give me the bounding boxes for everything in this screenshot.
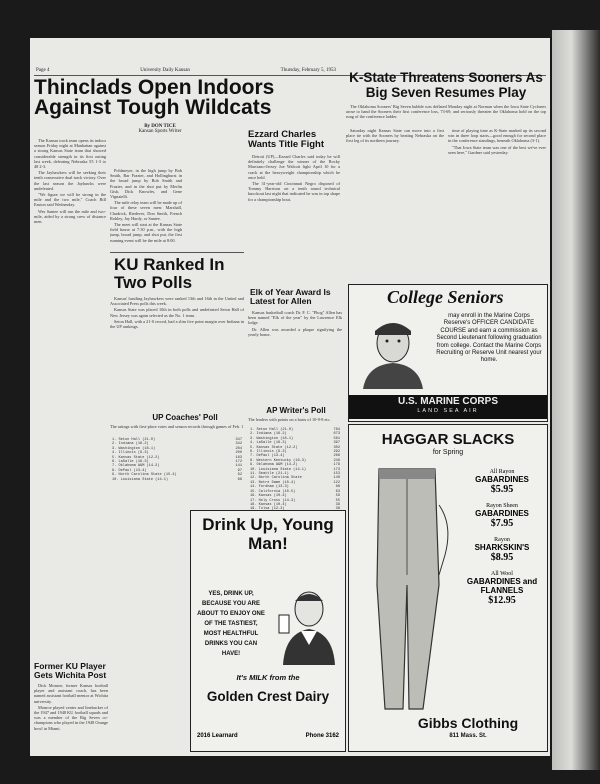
gibbs-name: Gibbs Clothing (417, 715, 519, 731)
former-ku-story (34, 683, 108, 753)
table-row: 5. Kansas State (12-2) 183 (112, 455, 242, 460)
paragraph: The Jayhawkers will be seeking their tenth consecutive dual track victory. Over the last season the Jayhawks were undefeated. (34, 170, 106, 191)
dairy-ad (190, 510, 346, 752)
paragraph: "We figure we will be strong in the mile and the two mile," Coach Bill Easton said Wednesday. (34, 192, 106, 208)
up-poll-table (112, 438, 242, 482)
paragraph: Kansas State was placed 10th in both polls and undefeated Seton Hall of New Jersey was again selected as the No. 1 team. (110, 307, 244, 318)
paragraph: The meet will start at the Kansas State field house at 7:30 p.m., with the high jump, broad jump, and shot put, the first running event will be the mile at 8:00. (110, 222, 182, 243)
table-row: 14. Fordham (13-3) 88 (250, 485, 340, 490)
paragraph: Kansas' hustling Jayhawkers were ranked 13th and 16th in the United and Associated Press polls this week. (110, 296, 244, 307)
page-number: Page 4 (36, 68, 50, 73)
table-row: 12. North Carolina State 140 (250, 476, 340, 481)
table-row: 1. Seton Hall (21-0) 784 (250, 428, 340, 432)
table-row: 2. Indiana (16-2) 342 (112, 442, 242, 447)
table-row: 7. DePaul (13-4) 266 (250, 454, 340, 459)
paragraph: The 31-year-old Cincinnati Negro disposed of Tommy Harrison on a tenth round technical knockout last night that indicated he was in top shape for a championship bout. (248, 181, 340, 202)
item-type: GABARDINES (475, 509, 529, 518)
paragraph: The Kansas track team opens its indoor season Friday night at Manhattan against a strong Kansas State team that showed considerable strength in its first outing last week, defeating Nebraska 55 1-3 to 48 2-3. (34, 138, 106, 170)
table-row: 5. Kansas State (12-2) 302 (250, 445, 340, 450)
table-row: 9. Oklahoma A&M (14-2) 179 (250, 463, 340, 468)
marines-banner-title: U.S. MARINE CORPS (397, 396, 498, 407)
haggar-item (459, 537, 545, 563)
ku-rule (110, 252, 244, 253)
dairy-headline: Drink Up, Young Man! (202, 515, 334, 553)
item-type: SHARKSKIN'S (474, 543, 530, 552)
kstate-col-b (448, 128, 546, 288)
haggar-sub: for Spring (432, 449, 464, 456)
table-row: 6. Illinois (9-3) 292 (250, 450, 340, 455)
table-row: 3. Washington (18-1) 581 (250, 436, 340, 441)
paragraph: Detroit (UP)—Ezzard Charles said today he will definitely challenge the winner of the Rocky Marciano-Jersey Joe Walcott fight April 10 for a crack at the heavyweight championship which he once held. (248, 154, 340, 180)
kstate-headline: K-State Threatens Sooners As Big Seven Resumes Play (349, 70, 543, 100)
adjacent-page-edge (552, 30, 600, 770)
table-row: 9. North Carolina State (15-4) 92 (112, 473, 242, 478)
item-price: $5.95 (490, 484, 514, 495)
haggar-prices (459, 469, 545, 606)
table-row: 11. Seattle (21-1) 153 (250, 472, 340, 477)
table-row: 17. Holy Cross (14-3) 55 (250, 498, 340, 503)
paragraph: Dick Monroe, former Kansas football player and assistant coach, has been named assistant football mentor at Wichita university. (34, 683, 108, 704)
item-fabric: Rayon Sheen (486, 503, 518, 509)
slacks-illustration (359, 465, 455, 713)
page-header (36, 68, 336, 73)
table-row: 15. California (10-5) 63 (250, 489, 340, 494)
dairy-name: Golden Crest Dairy (206, 689, 330, 704)
table-row: 3. Washington (18-1) 284 (112, 446, 242, 451)
table-row: 2. Indiana (16-2) 673 (250, 432, 340, 437)
up-poll-intro: The ratings with first-place votes and season records through games of Feb. 1 (110, 424, 244, 429)
haggar-item (459, 503, 545, 529)
ku-ranked-story (110, 296, 244, 414)
marines-title: College Seniors (387, 287, 504, 307)
paper-name: University Daily Kansan (140, 68, 190, 73)
table-row: 16. Kansas (10-4) 59 (250, 494, 340, 499)
haggar-item (459, 571, 545, 606)
ezzard-story (248, 154, 340, 284)
kstate-col-a (346, 128, 444, 288)
up-poll-headline: UP Coaches' Poll (152, 413, 218, 422)
dairy-milk-line: It's MILK from the (236, 673, 300, 682)
track-story-col2 (110, 168, 182, 250)
table-row: 10. Louisiana State (14-1) 66 (112, 477, 242, 482)
table-row: 4. Illinois (9-3) 200 (112, 451, 242, 456)
item-type: GABARDINES (475, 475, 529, 484)
marines-body: may enroll in the Marine Corps Reserve's OFFICER CANDIDATE COURSE and earn a commission as Second Lieutenant following graduation from college. Contact the Marine Corps Recruiting or Reserve Unit nearest your home. (436, 313, 542, 364)
dairy-body: YES, DRINK UP, BECAUSE YOU ARE ABOUT TO ENJOY ONE OF THE TASTIEST, MOST HEALTHFUL DRINKS YOU CAN HAVE! (197, 591, 265, 657)
gibbs-address: 811 Mass. St. (449, 733, 487, 739)
item-fabric: Rayon (494, 537, 510, 543)
newspaper-page (30, 38, 550, 756)
paragraph: Seton Hall, with a 21-0 record, had a slim five point margin over Indiana in the UP rankings. (110, 318, 244, 330)
elk-story (248, 310, 342, 410)
table-row: 10. Louisiana State (14-1) 173 (250, 467, 340, 472)
table-row: 7. Oklahoma A&M (14-2) 141 (112, 464, 242, 469)
haggar-item (459, 469, 545, 495)
marines-banner-sub: LAND SEA AIR (417, 408, 479, 414)
table-row: 8. Western Kentucky (16-3) 249 (250, 458, 340, 463)
paragraph: time of playing time as K-State marked up its second win in three loop starts—good enough for second place in the conference standings, beneath Oklahoma (3-1). (448, 128, 546, 144)
item-fabric: All Rayon (489, 469, 515, 475)
marine-portrait (353, 313, 433, 389)
haggar-ad (348, 424, 548, 752)
issue-date: Thursday, February 5, 1953 (280, 68, 336, 73)
man-with-glass-illustration (275, 585, 339, 665)
elk-headline: Elk of Year Award Is Latest for Allen (250, 287, 331, 306)
haggar-title: HAGGAR SLACKS (381, 431, 515, 448)
table-row: 6. LaSalle (16-3) 172 (112, 460, 242, 465)
paragraph: "That Iowa State team was one of the best we've ever seen here," Gardner said yesterday. (448, 144, 546, 155)
table-row: 1. Seton Hall (21-0) 347 (112, 438, 242, 442)
paragraph: Pohlmeyer, in the high jump by Bob Smith, Bar Frazier, and Hollinghurst in the broad jump by Bob Smith and Frazier, and in the shot put by Merlin Gish, Dick Knowles, and Gene Vignatelli. (110, 168, 182, 200)
paragraph: The Oklahoma Sooners' Big Seven bubble was deflated Monday night at Norman when the Iowa State Cyclones arose to hand the Sooners their first conference loss, 73-69, and seriously threaten the Oklahoma hold on the top rung of the conference ladder. (346, 104, 546, 120)
main-headline: Thinclads Open Indoors Against Tough Wildcats (34, 76, 275, 119)
dairy-phone: Phone 3162 (305, 733, 339, 739)
byline-name: By DON TICE (144, 124, 176, 129)
ap-poll-headline: AP Writer's Poll (266, 406, 326, 415)
byline (90, 124, 230, 134)
paragraph: The mile relay team will be made up of four of these seven men: Marshall, Chadrick, Riedever, Don Smith, French Robley, Jay Hardy, or Santee. (110, 200, 182, 221)
marines-ad (348, 284, 548, 422)
dairy-contact (197, 733, 339, 739)
paragraph: Monroe played center and linebacker of the 1947 and 1948 KU football squads and was a member of the Big Seven co-champions who played in the 1948 Orange bowl in Miami. (34, 704, 108, 731)
table-row: 18. Kansas (10-4) 39 (250, 502, 340, 507)
item-price: $8.95 (490, 552, 514, 563)
item-type: GABARDINES and FLANNELS (466, 577, 538, 595)
paragraph: Wes Santee will run the mile and two-mile, aided by a strong crew of distance men. (34, 208, 106, 225)
ap-poll-table (250, 428, 340, 516)
paragraph: Saturday night Kansas State can move into a first place tie with the Sooners by beating Nebraska on the first leg of its northern journey. (346, 128, 444, 144)
marines-banner (349, 395, 547, 419)
item-price: $7.95 (490, 518, 514, 529)
byline-sub: Kansan Sports Writer (138, 129, 182, 134)
ezzard-headline: Ezzard Charles Wants Title Fight (248, 129, 324, 150)
former-ku-headline: Former KU Player Gets Wichita Post (34, 661, 107, 680)
paragraph: Kansas basketball coach Dr. F. C. "Phog" Allen has been named "Elk of the year" by the Lawrence Elk lodge. (248, 310, 342, 326)
item-price: $12.95 (488, 595, 516, 606)
ap-poll-intro: The leaders with points on a basis of 10-9-8 etc. (248, 417, 331, 422)
paragraph: Dr. Allen was awarded a plaque signifying the yearly honor. (248, 326, 342, 337)
dairy-address: 2016 Learnard (197, 733, 238, 739)
track-story-col1 (34, 138, 106, 658)
table-row: 4. LaSalle (16-3) 397 (250, 441, 340, 446)
item-fabric: All Wool (491, 571, 513, 577)
kstate-lead (346, 104, 546, 126)
table-row: 8. DePaul (13-4) 97 (112, 468, 242, 473)
ku-ranked-headline: KU Ranked In Two Polls (114, 255, 225, 292)
table-row: 13. Notre Dame (10-4) 122 (250, 480, 340, 485)
